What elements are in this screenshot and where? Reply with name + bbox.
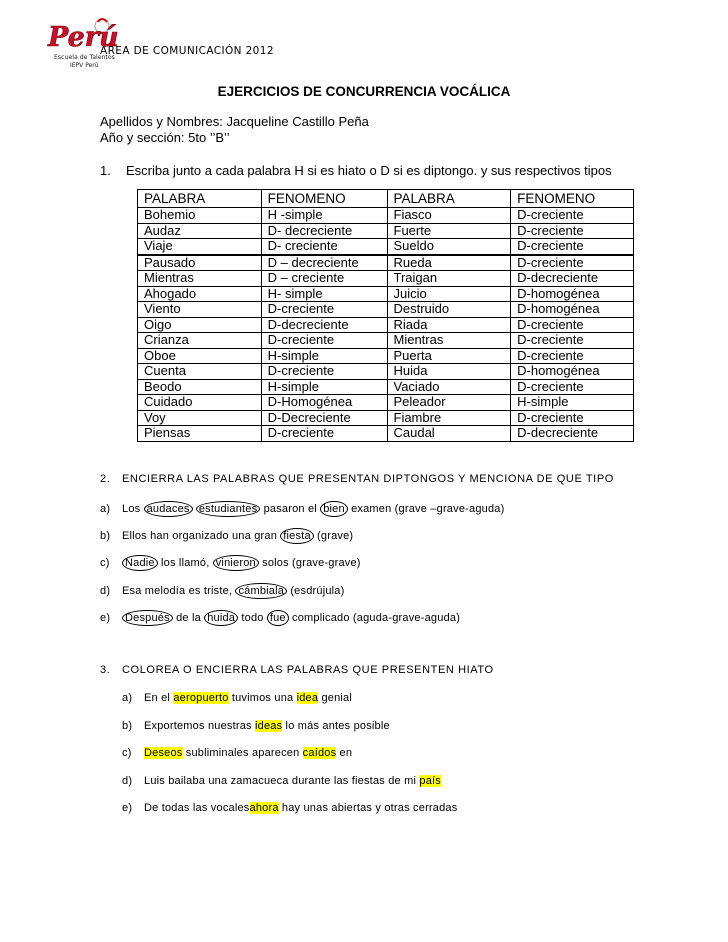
q3-item-c (122, 747, 352, 759)
q3-item-a (122, 692, 352, 704)
table-row (138, 410, 634, 426)
table-row (138, 223, 634, 239)
word-classification-table (137, 189, 634, 442)
item-text: (esdrújula) (287, 585, 345, 597)
item-label: a) (100, 503, 111, 515)
table-cell: Fiambre (387, 410, 511, 426)
question-text: ENCIERRA LAS PALABRAS QUE PRESENTAN DIPTONGOS Y MENCIONA DE QUE TIPO (122, 473, 614, 485)
table-cell: D- creciente (261, 239, 387, 255)
q2-item-b (100, 530, 353, 542)
table-cell: Riada (387, 317, 511, 333)
table-cell: Viento (138, 302, 262, 318)
table-row (138, 333, 634, 349)
table-row (138, 364, 634, 380)
table-cell: Fuerte (387, 223, 511, 239)
item-text: En el (144, 692, 174, 704)
item-label: a) (122, 692, 133, 704)
table-cell: H-simple (261, 348, 387, 364)
table-cell: Caudal (387, 426, 511, 442)
logo-subtagline: IEPV Perú (70, 62, 99, 69)
item-text: solos (grave-grave) (258, 557, 361, 569)
table-cell: D-creciente (511, 208, 634, 224)
circled-word: huida (204, 610, 238, 626)
question-text: Escriba junto a cada palabra H si es hiato o D si es diptongo. y sus respectivos tipos (126, 163, 612, 178)
table-cell: Piensas (138, 426, 262, 442)
table-cell: D – creciente (261, 271, 387, 287)
q2-item-c (100, 557, 361, 569)
table-row (138, 208, 634, 224)
table-cell: D-decreciente (261, 317, 387, 333)
table-row (138, 271, 634, 287)
question-number: 1. (100, 163, 111, 178)
item-text: subliminales aparecen (182, 747, 303, 759)
table-row (138, 348, 634, 364)
table-cell: D-creciente (511, 410, 634, 426)
q3-item-d (122, 775, 441, 787)
header-cell: FENOMENO (511, 190, 634, 208)
item-text: examen (grave –grave-aguda) (347, 503, 505, 515)
table-cell: D-creciente (511, 223, 634, 239)
table-cell: D-creciente (511, 255, 634, 271)
question-number: 3. (100, 664, 111, 676)
table-cell: Destruido (387, 302, 511, 318)
table-row (138, 255, 634, 271)
item-text: Exportemos nuestras (144, 720, 255, 732)
table-row (138, 395, 634, 411)
item-text: Los (122, 503, 144, 515)
item-label: c) (100, 557, 110, 569)
school-logo (46, 16, 120, 70)
table-cell: Fiasco (387, 208, 511, 224)
table-cell: Rueda (387, 255, 511, 271)
table-cell: Crianza (138, 333, 262, 349)
circled-word: Después (122, 610, 173, 626)
table-cell: Mientras (138, 271, 262, 287)
item-text: en (336, 747, 353, 759)
table-cell: Mientras (387, 333, 511, 349)
highlighted-word: país (419, 775, 441, 787)
item-text: los llamó, (157, 557, 213, 569)
item-text: complicado (aguda-grave-aguda) (288, 612, 461, 624)
question-1 (100, 163, 612, 178)
table-cell: D-homogénea (511, 302, 634, 318)
item-label: e) (100, 612, 111, 624)
header-cell: PALABRA (387, 190, 511, 208)
q2-item-d (100, 585, 344, 597)
table-cell: Puerta (387, 348, 511, 364)
table-cell: Huida (387, 364, 511, 380)
table-cell: Traigan (387, 271, 511, 287)
item-label: d) (122, 775, 133, 787)
table-cell: Juicio (387, 286, 511, 302)
table-cell: Sueldo (387, 239, 511, 255)
logo-tagline: Escuela de Talentos (54, 54, 115, 61)
highlighted-word: Deseos (144, 747, 183, 759)
q2-item-a (100, 503, 504, 515)
highlighted-word: caídos (302, 747, 337, 759)
item-label: b) (122, 720, 133, 732)
item-label: d) (100, 585, 111, 597)
header-cell: FENOMENO (261, 190, 387, 208)
table-cell: D-Decreciente (261, 410, 387, 426)
table-cell: Oboe (138, 348, 262, 364)
table-cell: D-creciente (261, 302, 387, 318)
table-cell: Cuenta (138, 364, 262, 380)
table-row (138, 239, 634, 255)
circled-word: estudiantes (196, 501, 260, 517)
student-grade: Año y sección: 5to ’’B’’ (100, 130, 230, 145)
question-2 (100, 473, 614, 485)
table-cell: D – decreciente (261, 255, 387, 271)
item-text: lo más antes posible (282, 720, 390, 732)
table-cell: Oigo (138, 317, 262, 333)
table-cell: D-homogénea (511, 286, 634, 302)
table-row (138, 302, 634, 318)
area-header: AREA DE COMUNICACIÓN 2012 (100, 45, 274, 57)
highlighted-word: ideas (255, 720, 283, 732)
circled-word: cámbiala (235, 583, 287, 599)
item-text: (grave) (313, 530, 354, 542)
highlighted-word: idea (296, 692, 319, 704)
table-cell: Ahogado (138, 286, 262, 302)
circled-word: bien (320, 501, 348, 517)
q3-item-b (122, 720, 390, 732)
table-cell: Beodo (138, 379, 262, 395)
table-cell: D-homogénea (511, 364, 634, 380)
table-cell: Cuidado (138, 395, 262, 411)
page-title: EJERCICIOS DE CONCURRENCIA VOCÁLICA (217, 84, 511, 99)
table-cell: Vaciado (387, 379, 511, 395)
item-text: genial (318, 692, 353, 704)
table-row (138, 426, 634, 442)
item-text: De todas las vocales (144, 802, 250, 814)
table-cell: D-creciente (511, 239, 634, 255)
question-number: 2. (100, 473, 111, 485)
student-name: Apellidos y Nombres: Jacqueline Castillo Peña (100, 114, 369, 129)
item-text: Luis bailaba una zamacueca durante las fiestas de mi (144, 775, 420, 787)
q2-item-e (100, 612, 460, 624)
table-row (138, 286, 634, 302)
header-cell: PALABRA (138, 190, 262, 208)
table-header-row (138, 190, 634, 208)
item-label: b) (100, 530, 111, 542)
item-text: tuvimos una (228, 692, 297, 704)
table-cell: H-simple (261, 379, 387, 395)
item-text: pasaron el (260, 503, 321, 515)
circled-word: fiesta (280, 528, 314, 544)
table-cell: D-decreciente (511, 271, 634, 287)
q3-item-e (122, 802, 457, 814)
table-cell: Voy (138, 410, 262, 426)
table-cell: D-creciente (261, 333, 387, 349)
table-row (138, 317, 634, 333)
circled-word: fue (267, 610, 289, 626)
table-cell: H -simple (261, 208, 387, 224)
highlighted-word: ahora (249, 802, 279, 814)
item-text: Esa melodía es triste, (122, 585, 236, 597)
item-label: e) (122, 802, 133, 814)
question-text: COLOREA O ENCIERRA LAS PALABRAS QUE PRESENTEN HIATO (122, 664, 494, 676)
highlighted-word: aeropuerto (173, 692, 229, 704)
item-text: hay unas abiertas y otras cerradas (278, 802, 458, 814)
item-text: Ellos han organizado una gran (122, 530, 281, 542)
table-cell: D-creciente (261, 426, 387, 442)
item-text: de la (172, 612, 205, 624)
circled-word: Nadie (122, 555, 158, 571)
table-cell: H- simple (261, 286, 387, 302)
table-cell: D-Homogénea (261, 395, 387, 411)
logo-wordmark: Perú (48, 22, 119, 53)
question-3 (100, 664, 494, 676)
item-text: todo (238, 612, 267, 624)
table-row (138, 379, 634, 395)
table-cell: Audaz (138, 223, 262, 239)
table-cell: D-creciente (511, 317, 634, 333)
table-cell: Viaje (138, 239, 262, 255)
item-label: c) (122, 747, 132, 759)
table-cell: H-simple (511, 395, 634, 411)
table-cell: Pausado (138, 255, 262, 271)
table-cell: D- decreciente (261, 223, 387, 239)
table-cell: Peleador (387, 395, 511, 411)
circled-word: vinieron (213, 555, 259, 571)
table-cell: Bohemio (138, 208, 262, 224)
table-cell: D-creciente (511, 348, 634, 364)
table-cell: D-creciente (261, 364, 387, 380)
table-cell: D-decreciente (511, 426, 634, 442)
table-cell: D-creciente (511, 379, 634, 395)
circled-word: audaces (144, 501, 193, 517)
table-cell: D-creciente (511, 333, 634, 349)
